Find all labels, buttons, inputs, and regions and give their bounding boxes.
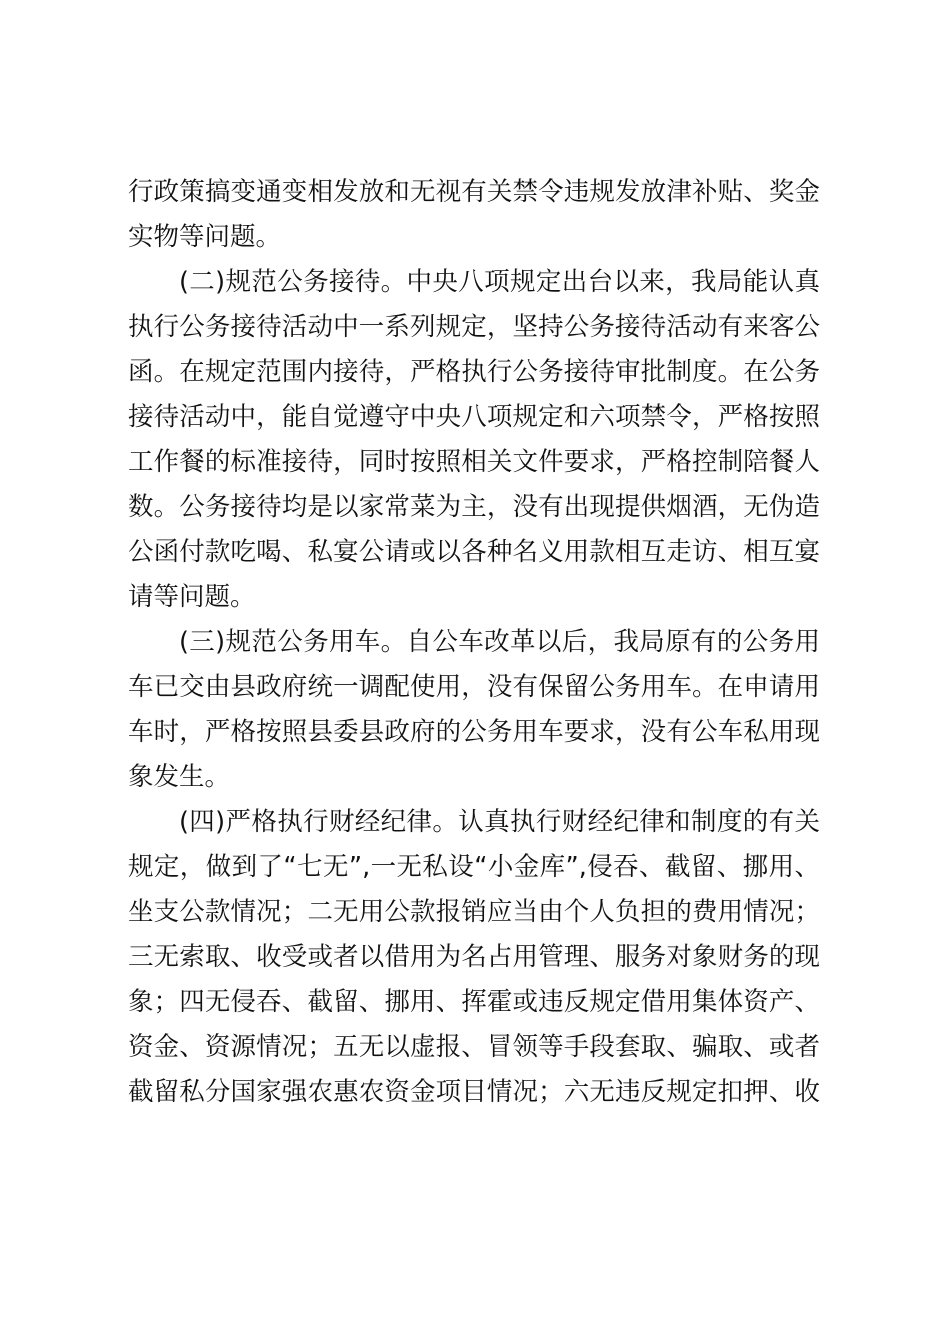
- text-line: 实物等问题。: [128, 222, 282, 252]
- text-line: 截留私分国家强农惠农资金项目情况；六无违反规定扣押、收: [128, 1077, 820, 1107]
- document-body: [128, 170, 820, 1115]
- text-line: 函。在规定范围内接待，严格执行公务接待审批制度。在公务: [128, 357, 820, 387]
- text-line: 规定，做到了“七无”,一无私设“小金库”,侵吞、截留、挪用、: [128, 852, 820, 882]
- text-line: 象发生。: [128, 762, 231, 792]
- text-line: (二)规范公务接待。中央八项规定出台以来，我局能认真: [179, 267, 820, 297]
- text-line: 工作餐的标准接待，同时按照相关文件要求，严格控制陪餐人: [128, 447, 820, 477]
- text-line: (三)规范公务用车。自公车改革以后，我局原有的公务用: [179, 627, 820, 657]
- text-line: 车已交由县政府统一调配使用，没有保留公务用车。在申请用: [128, 672, 820, 702]
- text-line: (四)严格执行财经纪律。认真执行财经纪律和制度的有关: [179, 807, 820, 837]
- paragraph: [128, 800, 820, 1115]
- text-line: 坐支公款情况；二无用公款报销应当由个人负担的费用情况；: [128, 897, 820, 927]
- text-line: 公函付款吃喝、私宴公请或以各种名义用款相互走访、相互宴: [128, 537, 820, 567]
- paragraph: [128, 260, 820, 620]
- text-line: 数。公务接待均是以家常菜为主，没有出现提供烟酒，无伪造: [128, 492, 820, 522]
- text-line: 接待活动中，能自觉遵守中央八项规定和六项禁令，严格按照: [128, 402, 820, 432]
- text-line: 三无索取、收受或者以借用为名占用管理、服务对象财务的现: [128, 942, 820, 972]
- text-line: 象；四无侵吞、截留、挪用、挥霍或违反规定借用集体资产、: [128, 987, 820, 1017]
- text-line: 执行公务接待活动中一系列规定，坚持公务接待活动有来客公: [128, 312, 820, 342]
- text-line: 行政策搞变通变相发放和无视有关禁令违规发放津补贴、奖金: [128, 177, 820, 207]
- text-line: 车时，严格按照县委县政府的公务用车要求，没有公车私用现: [128, 717, 820, 747]
- text-line: 请等问题。: [128, 582, 256, 612]
- text-line: 资金、资源情况；五无以虚报、冒领等手段套取、骗取、或者: [128, 1032, 820, 1062]
- paragraph: [128, 620, 820, 800]
- paragraph: [128, 170, 820, 260]
